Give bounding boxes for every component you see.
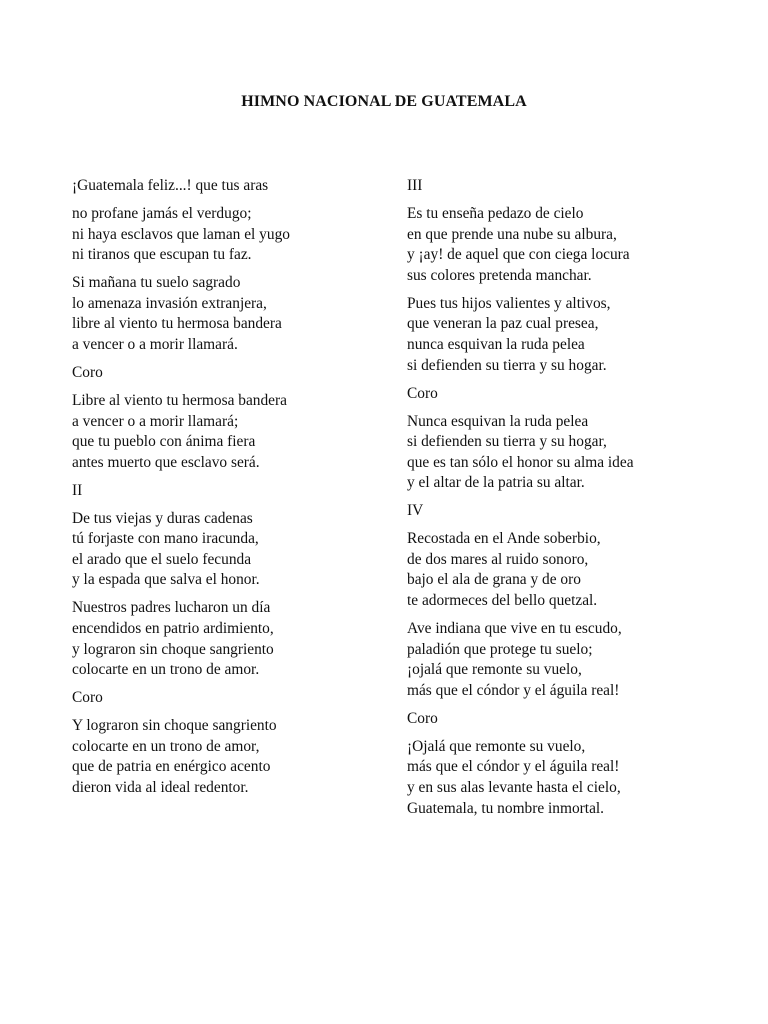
section-label: Coro <box>72 689 103 707</box>
verse-line: Y lograron sin choque sangriento <box>72 717 277 735</box>
stanza <box>407 204 707 286</box>
verse-line: y lograron sin choque sangriento <box>72 640 274 658</box>
verse-line: sus colores pretenda manchar. <box>407 266 592 284</box>
verse-line: y la espada que salva el honor. <box>72 571 260 589</box>
verse-line: y el altar de la patria su altar. <box>407 474 585 492</box>
stanza <box>72 509 372 591</box>
stanza <box>72 273 372 355</box>
stanza <box>407 412 707 494</box>
stanza <box>407 619 707 701</box>
section-label: III <box>407 177 423 194</box>
page-title: HIMNO NACIONAL DE GUATEMALA <box>241 93 527 110</box>
verse-line: más que el cóndor y el águila real! <box>407 681 620 699</box>
section-label: Coro <box>72 363 103 381</box>
stanza <box>407 737 707 819</box>
section-label: II <box>72 481 83 499</box>
stanza <box>72 716 372 798</box>
verse-line: Libre al viento tu hermosa bandera <box>72 391 287 409</box>
verse-line: en que prende una nube su albura, <box>407 225 617 243</box>
verse-line: más que el cóndor y el águila real! <box>407 758 620 776</box>
verse-line: de dos mares al ruido sonoro, <box>407 550 589 568</box>
verse-line: Pues tus hijos valientes y altivos, <box>407 294 611 312</box>
verse-line: Ave indiana que vive en tu escudo, <box>407 620 622 638</box>
left-column <box>72 176 372 806</box>
verse-line: si defienden su tierra y su hogar. <box>407 356 607 374</box>
verse-line: tú forjaste con mano iracunda, <box>72 530 259 548</box>
verse-line: Nunca esquivan la ruda pelea <box>407 412 589 430</box>
verse-line: que de patria en enérgico acento <box>72 758 271 776</box>
verse-line: paladión que protege tu suelo; <box>407 640 593 658</box>
section-label: Coro <box>407 709 438 727</box>
verse-line: Es tu enseña pedazo de cielo <box>407 204 584 222</box>
verse-line: dieron vida al ideal redentor. <box>72 778 249 796</box>
stanza <box>407 529 707 611</box>
verse-line: ¡Ojalá que remonte su vuelo, <box>407 737 586 755</box>
verse-line: si defienden su tierra y su hogar, <box>407 433 607 451</box>
verse-line: ¡Guatemala feliz...! que tus aras <box>72 177 269 194</box>
verse-line: que veneran la paz cual presea, <box>407 315 599 333</box>
verse-line: te adormeces del bello quetzal. <box>407 592 598 610</box>
verse-line: ni tiranos que escupan tu faz. <box>72 246 252 264</box>
verse-line: encendidos en patrio ardimiento, <box>72 620 274 638</box>
verse-line: Si mañana tu suelo sagrado <box>72 274 241 292</box>
verse-line: colocarte en un trono de amor, <box>72 737 260 755</box>
verse-line: libre al viento tu hermosa bandera <box>72 315 282 333</box>
verse-line: bajo el ala de grana y de oro <box>407 571 581 589</box>
verse-line: el arado que el suelo fecunda <box>72 550 252 568</box>
verse-line: y en sus alas levante hasta el cielo, <box>407 778 621 796</box>
verse-line: a vencer o a morir llamará. <box>72 335 238 353</box>
right-column <box>407 176 707 827</box>
verse-line: colocarte en un trono de amor. <box>72 661 260 679</box>
section-label: IV <box>407 502 424 520</box>
verse-line: Nuestros padres lucharon un día <box>72 599 271 617</box>
stanza <box>72 391 372 473</box>
stanza <box>72 204 372 266</box>
verse-line: y ¡ay! de aquel que con ciega locura <box>407 246 630 264</box>
verse-line: De tus viejas y duras cadenas <box>72 509 253 527</box>
verse-line: lo amenaza invasión extranjera, <box>72 294 267 312</box>
verse-line: que es tan sólo el honor su alma idea <box>407 453 634 471</box>
verse-line: no profane jamás el verdugo; <box>72 204 252 222</box>
stanza <box>72 176 372 197</box>
stanza <box>72 598 372 680</box>
verse-line: Guatemala, tu nombre inmortal. <box>407 799 605 817</box>
verse-line: Recostada en el Ande soberbio, <box>407 530 601 548</box>
verse-line: antes muerto que esclavo será. <box>72 453 260 471</box>
verse-line: nunca esquivan la ruda pelea <box>407 335 585 353</box>
verse-line: ¡ojalá que remonte su vuelo, <box>407 661 582 679</box>
verse-line: que tu pueblo con ánima fiera <box>72 433 256 451</box>
verse-line: a vencer o a morir llamará; <box>72 412 239 430</box>
section-label: Coro <box>407 384 438 402</box>
stanza <box>407 294 707 376</box>
verse-line: ni haya esclavos que laman el yugo <box>72 225 290 243</box>
